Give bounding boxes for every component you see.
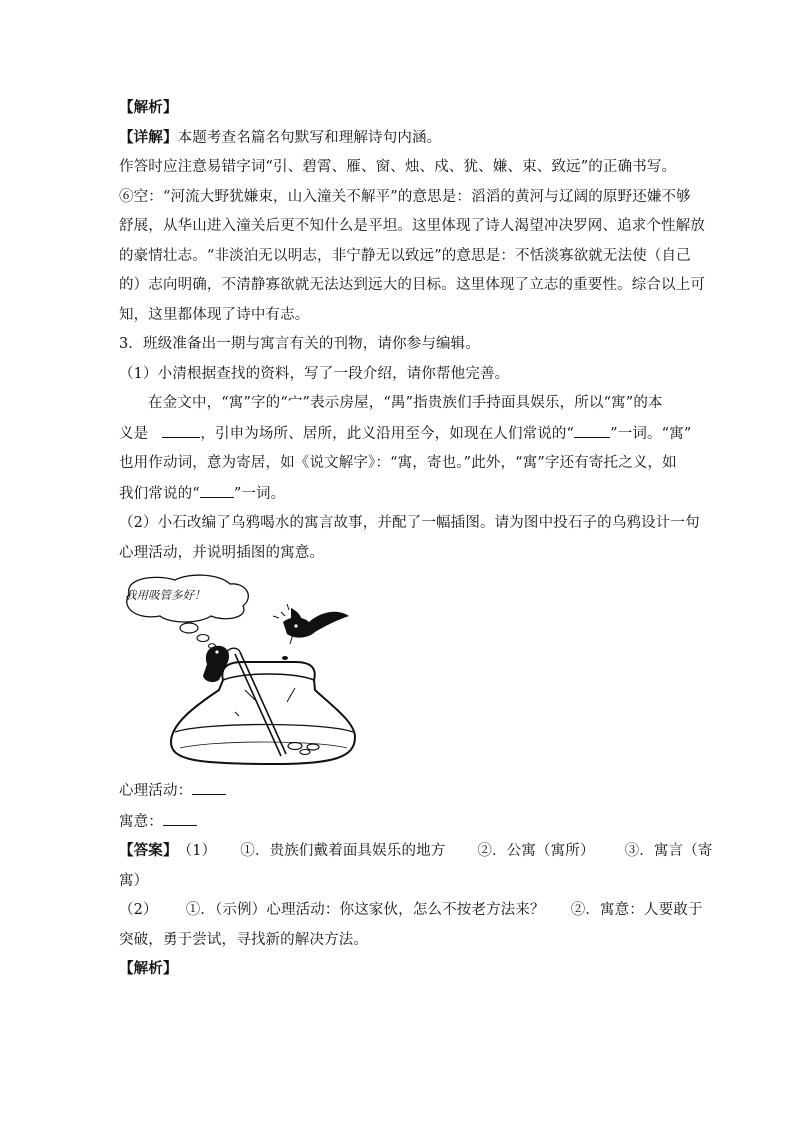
text-span: 我们常说的“ (119, 485, 200, 502)
answer-item: ②．寓意：人要敢于 (570, 902, 703, 918)
answer-blank[interactable] (200, 483, 234, 498)
straw-bend (227, 648, 240, 652)
falling-stone (282, 656, 288, 660)
text-span: ”一词。 (233, 485, 286, 502)
analysis-heading: 【解析】 (119, 99, 178, 116)
mental-activity-line (119, 780, 679, 801)
question-3-part-2: 心理活动，并说明插图的寓意。 (119, 544, 325, 561)
answer-item: ①．（示例）心理活动：你这家伙，怎么不按老方法来？ (185, 902, 545, 918)
answer-item: ①．贵族们戴着面具娱乐的地方 (240, 843, 446, 859)
bubble-dot (180, 623, 198, 633)
answer-line (119, 841, 713, 861)
answer-line (119, 900, 703, 920)
text-line: ⑥空：“河流大野犹嫌束，山入潼关不解平”的意思是：滔滔的黄河与辽阔的原野还嫌不够 (119, 188, 691, 205)
moral-line (119, 811, 679, 832)
crow-eye (294, 624, 297, 627)
answer-blank[interactable] (574, 423, 610, 438)
text-span: 义是 (119, 425, 149, 442)
glass-jar (171, 662, 355, 764)
detail-label: 【详解】 (119, 128, 178, 146)
bubble-dot (197, 635, 209, 642)
answer-item: ②．公寓（寓所） (477, 843, 595, 859)
text-span: ，引申为场所、居所，此义沿用至今，如现在人们常说的“ (200, 425, 575, 442)
stone (288, 743, 302, 750)
text-line: 知，这里都体现了诗中有志。 (119, 306, 310, 323)
question-3-part-1: （1）小清根据查找的资料，写了一段介绍，请你帮他完善。 (119, 365, 510, 382)
answer-blank[interactable] (162, 423, 200, 438)
answer-number: （1） (177, 843, 217, 859)
intro-paragraph-line: 也用作动词，意为寄居，如《说文解字》：“寓，寄也。”此外，“寓”字还有寄托之义，如 (119, 455, 677, 471)
crow-illustration (115, 572, 375, 772)
intro-paragraph-line (119, 483, 679, 504)
text-line: 的豪情壮志。“非淡泊无以明志，非宁静无以致远”的意思是：不恬淡寡欲就无法使（自己 (119, 247, 691, 264)
answer-label: 【答案】 (119, 842, 178, 859)
document-page (119, 98, 713, 989)
answer-item: ③．寓言（寄 (624, 843, 713, 859)
text-line: 作答时应注意易错字词“引、碧霄、雁、窗、烛、戍、犹、嫌、束、致远”的正确书写。 (119, 159, 677, 175)
detail-line (119, 128, 679, 148)
stone (300, 750, 310, 755)
answer-line: 寓） (119, 872, 149, 889)
crow-wing (291, 608, 302, 624)
answer-blank[interactable] (192, 780, 226, 795)
question-3: 3．班级准备出一期与寓言有关的刊物，请你参与编辑。 (119, 336, 480, 352)
answer-blank[interactable] (163, 811, 197, 826)
stone (307, 744, 319, 750)
mental-activity-label: 心理活动： (119, 783, 193, 799)
crow-eye (215, 650, 218, 653)
moral-label: 寓意： (119, 813, 163, 830)
thought-bubble-text: 我用吸管多好！ (125, 588, 206, 602)
analysis-heading: 【解析】 (119, 960, 178, 977)
text-line: 的）志向明确，不清静寡欲就无法达到远大的目标。这里体现了立志的重要性。综合以上可 (119, 277, 705, 293)
answer-line: 突破，勇于尝试，寻找新的解决方法。 (119, 931, 369, 948)
intro-paragraph-line: 在金文中，“寓”字的“宀”表示房屋，“禺”指贵族们手持面具娱乐，所以“寓”的本 (148, 395, 663, 411)
question-3-part-2: （2）小石改编了乌鸦喝水的寓言故事，并配了一幅插图。请为图中投石子的乌鸦设计一句 (119, 515, 700, 531)
answer-number: （2） (119, 902, 158, 918)
text-line: 舒展，从华山进入潼关后更不知什么是平坦。这里体现了诗人渴望冲决罗网、追求个性解放 (119, 218, 705, 234)
text-span: ”一词。“寓” (610, 425, 692, 442)
detail-text: 本题考查名篇名句默写和理解诗句内涵。 (177, 129, 442, 146)
intro-paragraph-line (119, 423, 692, 444)
